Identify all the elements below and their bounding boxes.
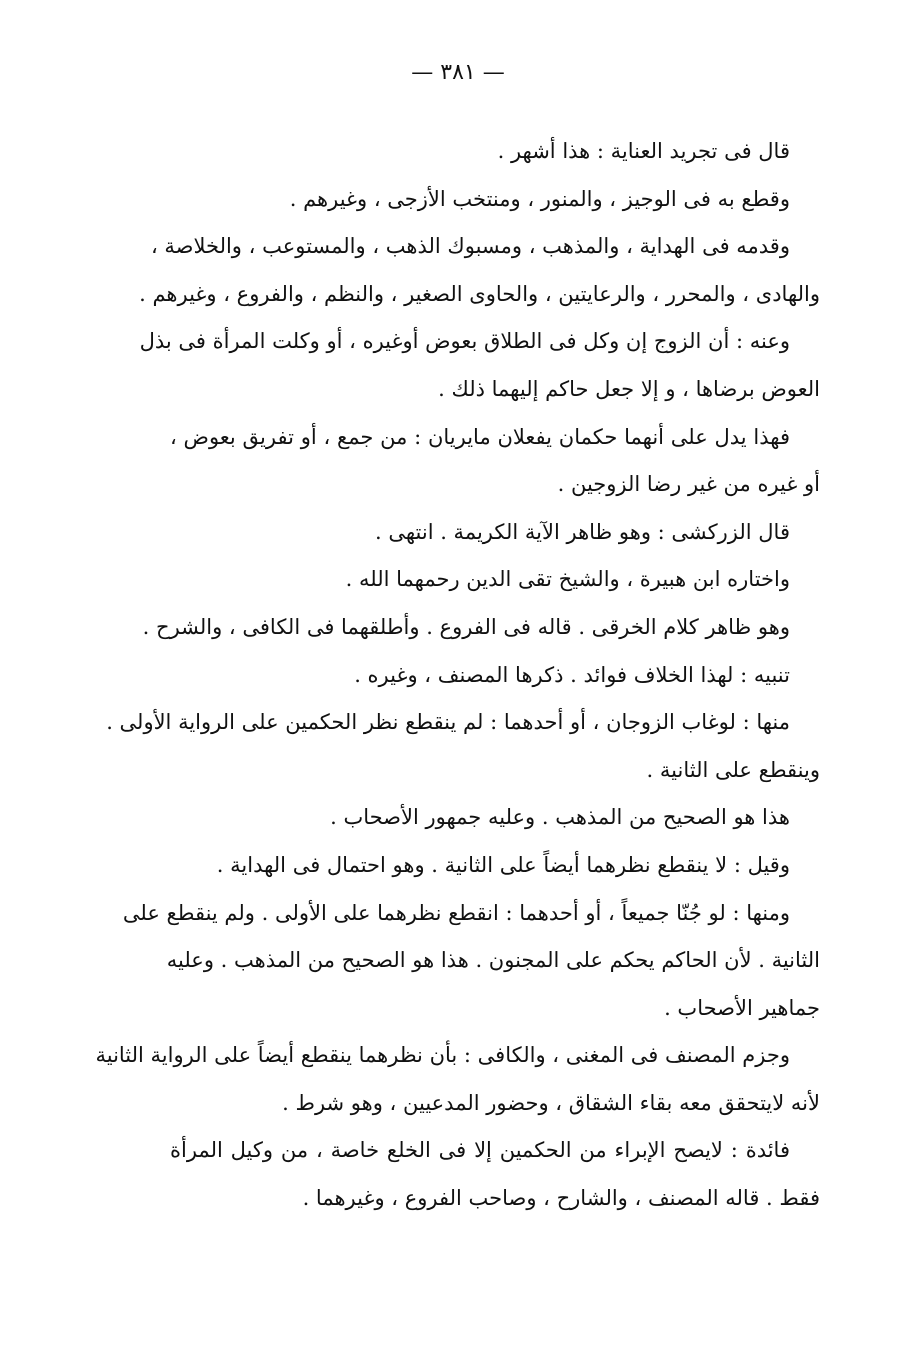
text-line: فقط . قاله المصنف ، والشارح ، وصاحب الفروع ، وغيرهما . <box>302 1186 820 1211</box>
text-line: والهادى ، والمحرر ، والرعايتين ، والحاوى الصغير ، والنظم ، والفروع ، وغيرهم . <box>139 281 820 306</box>
text-line: الثانية . لأن الحاكم يحكم على المجنون . هذا هو الصحيح من المذهب . وعليه <box>166 948 820 973</box>
text-line: وينقطع على الثانية . <box>646 757 820 782</box>
text-line: هذا هو الصحيح من المذهب . وعليه جمهور الأصحاب . <box>330 805 790 830</box>
text-line: وهو ظاهر كلام الخرقى . قاله فى الفروع . وأطلقهما فى الكافى ، والشرح . <box>142 614 790 639</box>
text-line: لأنه لايتحقق معه بقاء الشقاق ، وحضور المدعيين ، وهو شرط . <box>282 1090 820 1115</box>
text-line: وقدمه فى الهداية ، والمذهب ، ومسبوك الذهب ، والمستوعب ، والخلاصة ، <box>150 234 790 259</box>
page-number: — ٣٨١ — <box>411 60 505 85</box>
body-text <box>95 128 820 1223</box>
text-line: فائدة : لايصح الإبراء من الحكمين إلا فى الخلع خاصة ، من وكيل المرأة <box>170 1138 790 1163</box>
text-line: وقطع به فى الوجيز ، والمنور ، ومنتخب الأزجى ، وغيرهم . <box>289 186 790 211</box>
text-line: ومنها : لو جُنّا جميعاً ، أو أحدهما : انقطع نظرهما على الأولى . ولم ينقطع على <box>122 900 790 925</box>
text-line: قال فى تجريد العناية : هذا أشهر . <box>497 139 790 163</box>
text-line: وعنه : أن الزوج إن وكل فى الطلاق بعوض أوغيره ، أو وكلت المرأة فى بذل <box>139 329 790 354</box>
text-line: أو غيره من غير رضا الزوجين . <box>557 472 820 497</box>
text-line: وجزم المصنف فى المغنى ، والكافى : بأن نظرهما ينقطع أيضاً على الرواية الثانية <box>95 1043 790 1068</box>
text-line: واختاره ابن هبيرة ، والشيخ تقى الدين رحمهما الله . <box>345 567 790 592</box>
text-line: وقيل : لا ينقطع نظرهما أيضاً على الثانية . وهو احتمال فى الهداية . <box>216 852 790 877</box>
text-line: قال الزركشى : وهو ظاهر الآية الكريمة . انتهى . <box>374 519 790 544</box>
text-line: جماهير الأصحاب . <box>664 995 820 1020</box>
text-line: منها : لوغاب الزوجان ، أو أحدهما : لم ينقطع نظر الحكمين على الرواية الأولى . <box>106 710 790 735</box>
text-line: تنبيه : لهذا الخلاف فوائد . ذكرها المصنف ، وغيره . <box>354 662 790 687</box>
text-line: فهذا يدل على أنهما حكمان يفعلان مايريان : من جمع ، أو تفريق بعوض ، <box>170 424 790 449</box>
text-line: العوض برضاها ، و إلا جعل حاكم إليهما ذلك . <box>438 376 820 401</box>
